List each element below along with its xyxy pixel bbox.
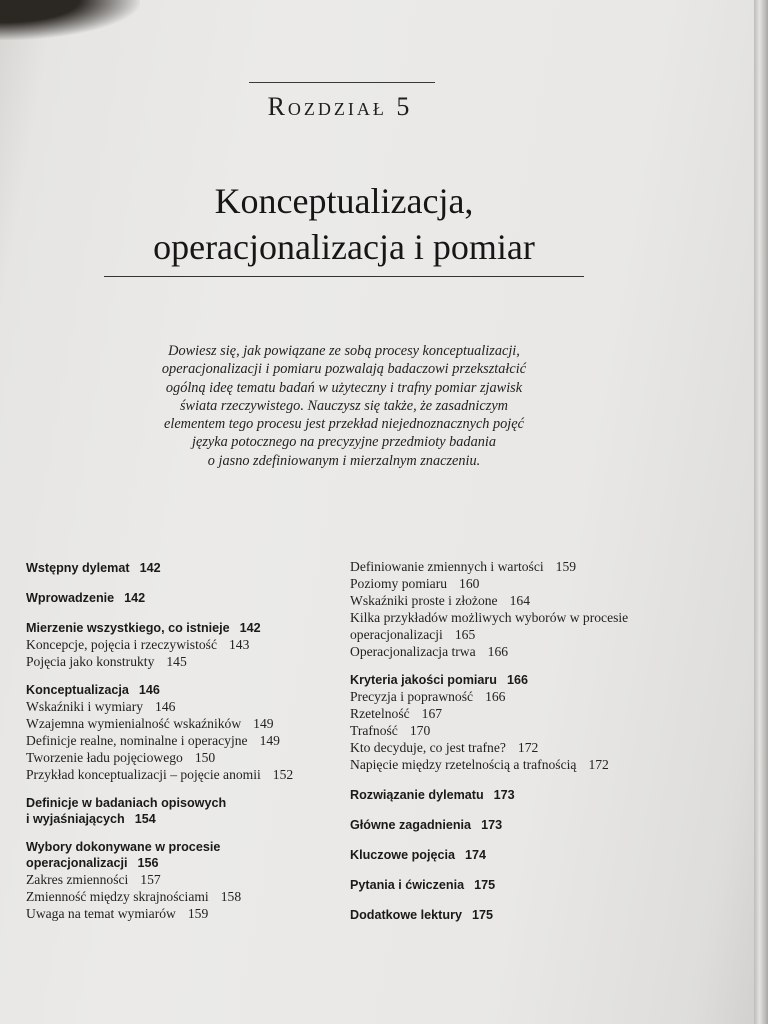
chapter-title-line-1: Konceptualizacja, [214, 181, 474, 221]
toc-subsection [350, 643, 740, 660]
toc-subsection [26, 871, 326, 888]
toc-page-number: 166 [487, 644, 509, 659]
toc-left-column [26, 560, 326, 922]
toc-section-title: i wyjaśniających [26, 812, 125, 826]
toc-subsection-title: Pojęcia jako konstrukty [26, 654, 155, 669]
toc-page-number: 173 [493, 788, 515, 802]
toc-subsection-title: Rzetelność [350, 706, 410, 721]
toc-section [26, 795, 326, 827]
toc-section [26, 839, 326, 871]
toc-subsection [350, 575, 740, 592]
toc-section-title: operacjonalizacji [26, 856, 128, 870]
intro-line: świata rzeczywistego. Nauczysz się także, że zasadniczym [179, 397, 508, 414]
toc-section [350, 877, 740, 893]
intro-line: o jasno zdefiniowanym i mierzalnym znaczeniu. [207, 452, 481, 469]
toc-page-number: 154 [134, 812, 156, 826]
toc-page-number: 175 [474, 878, 496, 892]
toc-page-number: 142 [139, 561, 161, 575]
toc-page-number: 165 [454, 627, 476, 642]
toc-subsection [26, 698, 326, 715]
toc-page-number: 146 [138, 683, 160, 697]
toc-subsection-title: Napięcie między rzetelnością a trafnością [350, 757, 577, 772]
toc-subsection-title: Precyzja i poprawność [350, 689, 474, 704]
toc-subsection-title: Definiowanie zmiennych i wartości [350, 559, 544, 574]
toc-subsection [350, 756, 740, 773]
toc-page-number: 160 [459, 576, 480, 591]
toc-subsection-title: operacjonalizacji [350, 627, 443, 642]
toc-subsection [26, 905, 326, 922]
intro-line: elementem tego procesu jest przekład niejednoznacznych pojęć [164, 416, 524, 433]
toc-section [26, 560, 326, 576]
toc-page-number: 170 [409, 723, 431, 738]
toc-section-title: Mierzenie wszystkiego, co istnieje [26, 621, 230, 635]
chapter-intro [118, 342, 570, 470]
toc-page-number: 142 [124, 591, 146, 605]
toc-subsection [350, 722, 740, 739]
toc-section-title: Kluczowe pojęcia [350, 848, 455, 862]
intro-line: ogólną ideę tematu badań w użyteczny i trafny pomiar zjawisk [165, 379, 523, 396]
toc-subsection [350, 739, 740, 756]
toc-section-title: Wybory dokonywane w procesie [26, 840, 221, 854]
toc-page-number: 142 [239, 621, 261, 635]
toc-page-number: 152 [272, 767, 294, 782]
toc-page-number: 174 [464, 848, 486, 862]
toc-page-number: 175 [471, 908, 493, 922]
toc-subsection-title: Poziomy pomiaru [350, 576, 448, 591]
toc-page-number: 172 [588, 757, 609, 772]
toc-section-title: Konceptualizacja [26, 683, 129, 697]
toc-page-number: 146 [155, 699, 176, 714]
toc-right-column [350, 558, 740, 923]
toc-subsection [350, 558, 740, 575]
toc-subsection [26, 636, 326, 653]
toc-page-number: 164 [509, 593, 530, 608]
toc-section-title: Wprowadzenie [26, 591, 115, 605]
toc-subsection-title: Operacjonalizacja trwa [350, 644, 476, 659]
toc-page-number: 156 [137, 856, 159, 870]
toc-section [26, 620, 326, 636]
toc-subsection-title: Definicje realne, nominalne i operacyjne [26, 733, 248, 748]
toc-page-number: 149 [253, 716, 274, 731]
title-rule-bottom [104, 276, 584, 277]
background-corner [0, 0, 140, 40]
toc-subsection [350, 609, 740, 643]
toc-section [350, 907, 740, 923]
toc-page-number: 166 [485, 689, 506, 704]
toc-page-number: 159 [555, 559, 577, 574]
toc-subsection [26, 732, 326, 749]
intro-line: języka potocznego na precyzyjne przedmioty badania [192, 434, 496, 451]
toc-subsection-title: Koncepcje, pojęcia i rzeczywistość [26, 637, 217, 652]
chapter-label: Rozdział 5 [267, 92, 413, 121]
toc-section [350, 847, 740, 863]
toc-subsection [26, 766, 326, 783]
toc-section-title: Wstępny dylemat [26, 561, 130, 575]
toc-page-number: 143 [228, 637, 250, 652]
toc-section [350, 787, 740, 803]
toc-section-title: Główne zagadnienia [350, 818, 472, 832]
toc-section-title: Kryteria jakości pomiaru [350, 673, 497, 687]
toc-subsection-title: Zmienność między skrajnościami [26, 889, 209, 904]
toc-subsection-title: Uwaga na temat wymiarów [26, 906, 176, 921]
toc-section-title: Definicje w badaniach opisowych [26, 796, 227, 810]
toc-section-title: Rozwiązanie dylematu [350, 788, 484, 802]
toc-subsection-title: Kilka przykładów możliwych wyborów w procesie [350, 610, 629, 625]
toc-section [26, 590, 326, 606]
toc-section [26, 682, 326, 698]
toc-page-number: 150 [194, 750, 216, 765]
toc-page-number: 173 [481, 818, 503, 832]
toc-subsection-title: Wskaźniki proste i złożone [350, 593, 498, 608]
toc-page-number: 166 [507, 673, 529, 687]
intro-line: Dowiesz się, jak powiązane ze sobą procesy konceptualizacji, [168, 343, 520, 359]
toc-subsection [350, 592, 740, 609]
toc-page-number: 158 [220, 889, 242, 904]
toc-section-title: Dodatkowe lektury [350, 908, 462, 922]
toc-subsection-title: Kto decyduje, co jest trafne? [350, 740, 506, 755]
toc-subsection-title: Przykład konceptualizacji – pojęcie anomii [26, 767, 261, 782]
toc-page-number: 167 [421, 706, 443, 721]
toc-page-number: 149 [259, 733, 280, 748]
toc-subsection-title: Wskaźniki i wymiary [26, 699, 144, 714]
toc-page-number: 159 [187, 906, 209, 921]
intro-line: operacjonalizacji i pomiaru pozwalają badaczowi przekształcić [161, 361, 527, 378]
toc-subsection [26, 653, 326, 670]
toc-section [350, 672, 740, 688]
toc-section-title: Pytania i ćwiczenia [350, 878, 465, 892]
toc-subsection [350, 688, 740, 705]
chapter-title-line-2: operacjonalizacja i pomiar [153, 227, 535, 267]
toc-subsection-title: Zakres zmienności [26, 872, 129, 887]
toc-section [350, 817, 740, 833]
toc-page-number: 172 [517, 740, 539, 755]
toc-subsection [26, 888, 326, 905]
toc-subsection-title: Tworzenie ładu pojęciowego [26, 750, 183, 765]
chapter-title [80, 178, 608, 270]
toc-subsection [350, 705, 740, 722]
toc-subsection [26, 715, 326, 732]
page-edge [754, 0, 768, 1024]
toc-subsection [26, 749, 326, 766]
toc-page-number: 145 [166, 654, 187, 669]
toc-subsection-title: Wzajemna wymienialność wskaźników [26, 716, 242, 731]
chapter-rule-top [249, 82, 435, 83]
toc-subsection-title: Trafność [350, 723, 398, 738]
toc-page-number: 157 [140, 872, 161, 887]
